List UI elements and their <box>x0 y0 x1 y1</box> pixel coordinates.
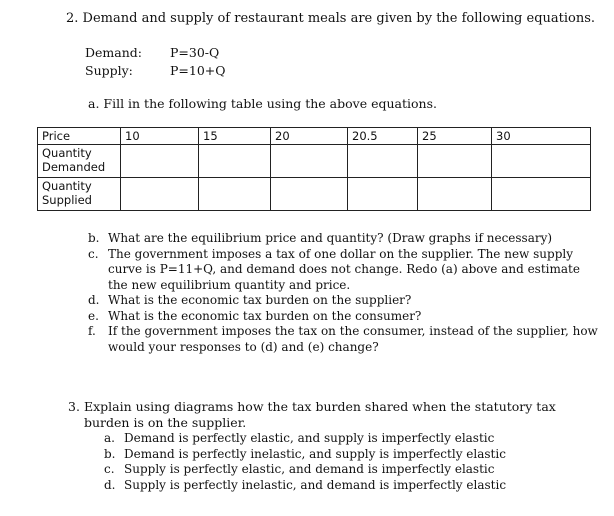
table-header-cell: 10 <box>121 128 199 145</box>
question-2-parts <box>88 231 598 355</box>
question-3-number: 3. <box>68 399 80 414</box>
blank-cell[interactable] <box>418 145 492 178</box>
item-text: What is the economic tax burden on the supplier? <box>108 293 412 307</box>
list-item <box>88 293 598 309</box>
supply-equation: P=10+Q <box>170 63 226 78</box>
blank-cell[interactable] <box>121 145 199 178</box>
item-text: Supply is perfectly inelastic, and demand is imperfectly elastic <box>124 477 507 492</box>
item-text: The government imposes a tax of one dollar on the supplier. The new supply curve is P=11+Q, and demand does not change. Redo (a) above and estimate the new equilibrium quantity and price. <box>108 246 580 292</box>
item-label: b. <box>104 446 116 461</box>
item-label: b. <box>88 231 100 245</box>
table-header-cell: 20 <box>271 128 348 145</box>
question-2-heading <box>66 11 595 26</box>
table-header-cell: 30 <box>492 128 591 145</box>
blank-cell[interactable] <box>418 178 492 211</box>
question-2-number: 2. <box>66 11 79 26</box>
item-label: d. <box>88 293 100 307</box>
blank-cell[interactable] <box>271 145 348 178</box>
question-3-heading <box>68 399 578 431</box>
item-text: Demand is perfectly inelastic, and supply is imperfectly elastic <box>124 446 506 461</box>
item-label: f. <box>88 324 96 338</box>
blank-cell[interactable] <box>271 178 348 211</box>
demand-equation: P=30-Q <box>170 45 220 60</box>
table-row-quantity-demanded <box>38 145 591 178</box>
list-item <box>104 462 584 478</box>
item-text: What are the equilibrium price and quantity? (Draw graphs if necessary) <box>108 231 553 245</box>
row-label: Quantity Supplied <box>38 178 121 211</box>
question-2-text: Demand and supply of restaurant meals are given by the following equations. <box>82 11 596 26</box>
item-label: a. <box>104 431 115 445</box>
item-label: c. <box>104 462 115 476</box>
item-text: What is the economic tax burden on the consumer? <box>108 308 422 323</box>
blank-cell[interactable] <box>348 178 418 211</box>
item-label: e. <box>88 308 99 323</box>
item-label: d. <box>104 477 116 492</box>
row-label: Quantity Demanded <box>38 145 121 178</box>
list-item <box>88 324 598 355</box>
table-row-quantity-supplied <box>38 178 591 211</box>
blank-cell[interactable] <box>199 145 271 178</box>
list-item <box>104 447 584 463</box>
table-header-row <box>38 128 591 145</box>
table-header-cell: 25 <box>418 128 492 145</box>
part-a-instruction: a. Fill in the following table using the above equations. <box>88 96 437 111</box>
blank-cell[interactable] <box>348 145 418 178</box>
table-header-cell: Price <box>38 128 121 145</box>
blank-cell[interactable] <box>199 178 271 211</box>
list-item <box>88 231 598 247</box>
item-text: If the government imposes the tax on the consumer, instead of the supplier, how would your responses to (d) and (e) change? <box>108 324 598 354</box>
item-label: c. <box>88 246 99 261</box>
price-quantity-table <box>37 127 591 211</box>
question-3-items <box>104 431 584 493</box>
table-header-cell: 20.5 <box>348 128 418 145</box>
question-3-text: Explain using diagrams how the tax burden shared when the statutory tax burden is on the supplier. <box>84 399 556 430</box>
table-header-cell: 15 <box>199 128 271 145</box>
list-item <box>104 431 584 447</box>
blank-cell[interactable] <box>492 178 591 211</box>
list-item <box>104 478 584 494</box>
demand-label: Demand: <box>85 45 142 60</box>
blank-cell[interactable] <box>121 178 199 211</box>
item-text: Demand is perfectly elastic, and supply is imperfectly elastic <box>124 431 495 445</box>
blank-cell[interactable] <box>492 145 591 178</box>
supply-label: Supply: <box>85 63 133 78</box>
item-text: Supply is perfectly elastic, and demand is imperfectly elastic <box>124 462 495 476</box>
list-item <box>88 247 598 294</box>
list-item <box>88 309 598 325</box>
